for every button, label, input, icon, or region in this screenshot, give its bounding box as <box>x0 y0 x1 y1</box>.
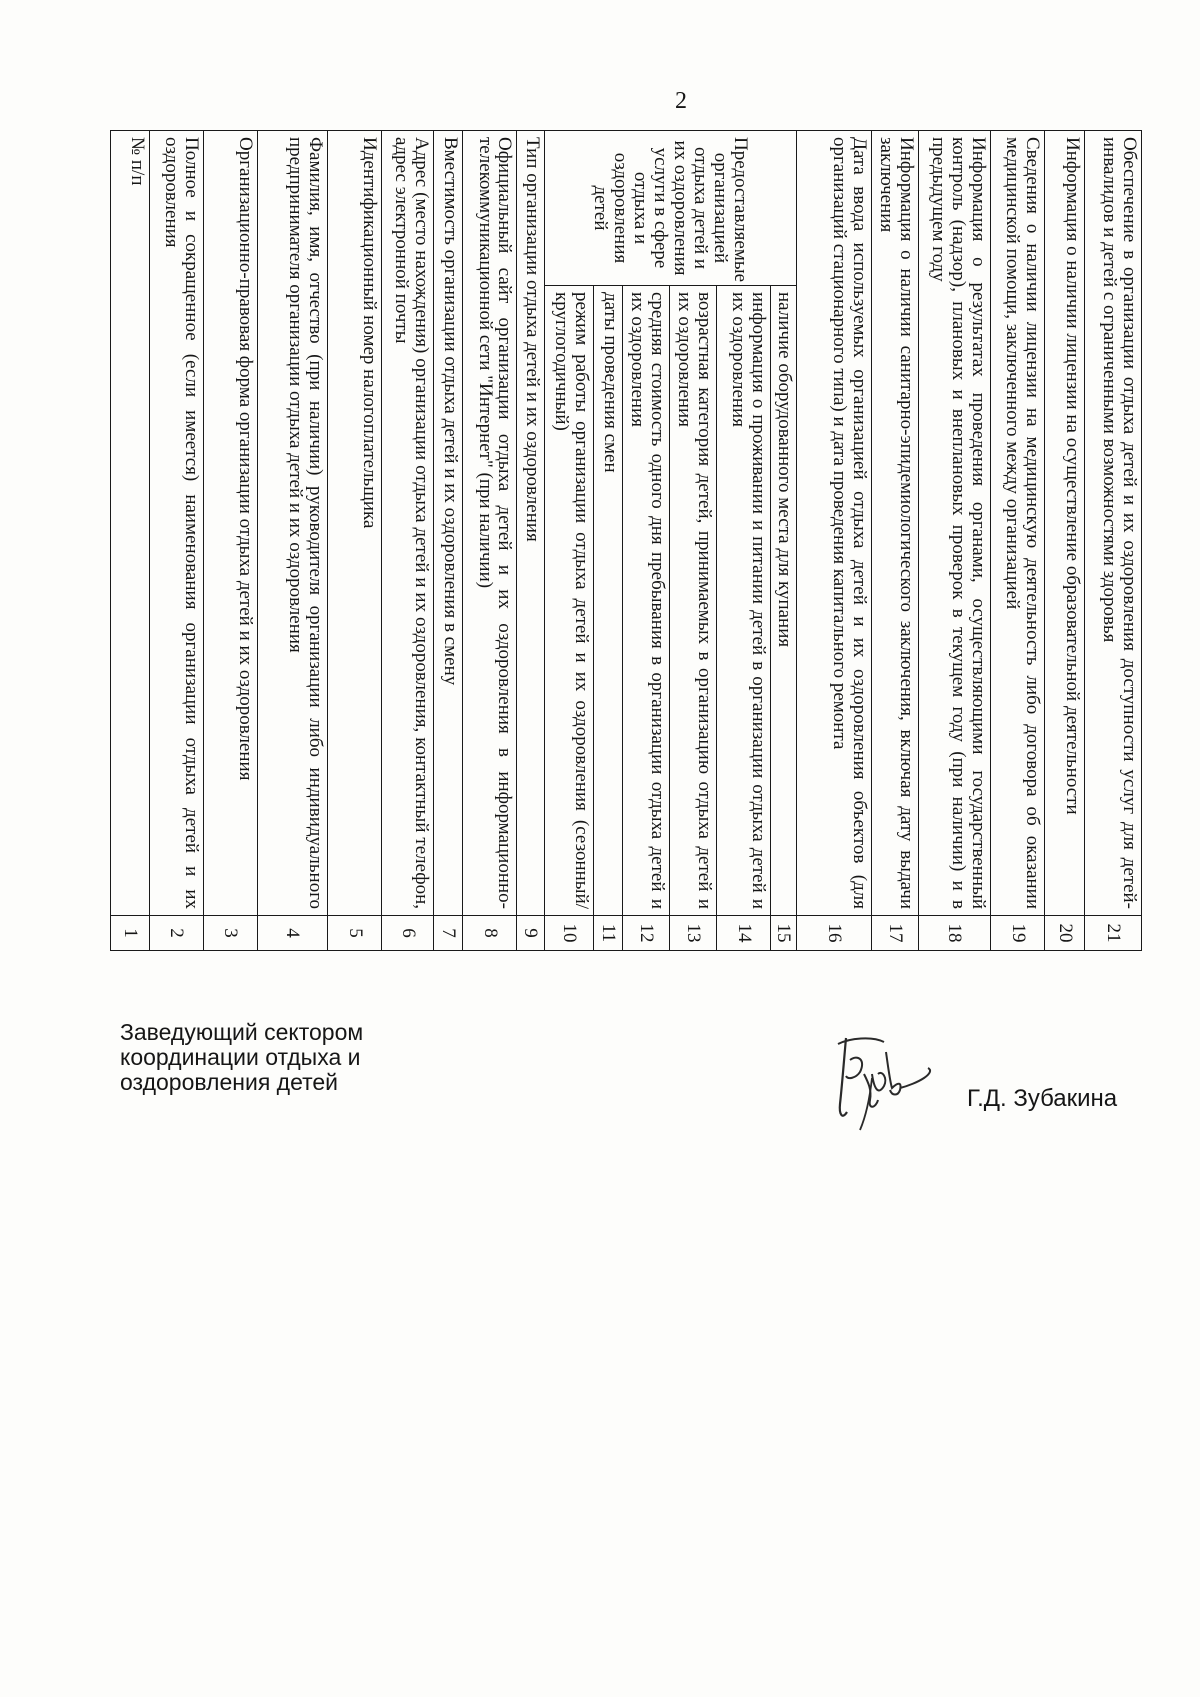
table-row <box>382 131 434 951</box>
row-1-text: Обеспечение в организации отдыха детей и их оздоровления доступности услуг для детей-инвалидов и детей с ограниченными возможностями здоровья <box>1084 131 1141 916</box>
row-12-num: 10 <box>544 916 594 951</box>
row-7-text: наличие оборудованного места для купания <box>771 286 797 916</box>
table-row <box>517 131 544 951</box>
table-row <box>871 131 918 951</box>
row-17-num: 5 <box>328 916 382 951</box>
row-11-num: 11 <box>594 916 623 951</box>
page-number: 2 <box>675 88 687 114</box>
position-line-1: Заведующий сектором <box>120 1019 364 1045</box>
row-14-num: 8 <box>463 916 517 951</box>
row-12-text: режим работы организации отдыха детей и их оздоровления (сезонный/круглогодичный) <box>544 286 594 916</box>
row-8-text: информация о проживании и питании детей в организации отдыха детей и их оздоровления <box>717 286 771 916</box>
row-18-num: 4 <box>257 916 328 951</box>
row-20-num: 2 <box>149 916 203 951</box>
table-row <box>991 131 1045 951</box>
row-14-text: Официальный сайт организации отдыха детей и их оздоровления в информационно-телекоммуникационной сети "Интернет" (при наличии) <box>463 131 517 916</box>
row-16-num: 6 <box>382 916 434 951</box>
handwritten-signature <box>820 1030 950 1160</box>
row-6-num: 16 <box>796 916 871 951</box>
table-row <box>328 131 382 951</box>
signatory-position <box>120 1020 460 1094</box>
row-7-num: 15 <box>771 916 797 951</box>
table-row <box>111 131 150 951</box>
row-6-text: Дата ввода используемых организацией отдыха детей и их оздоровления объектов (для организаций стационарного типа) и дата проведения капитального ремонта <box>796 131 871 916</box>
table-row <box>1045 131 1084 951</box>
position-line-3: оздоровления детей <box>120 1068 339 1095</box>
signer-name: Г.Д. Зубакина <box>967 1085 1118 1112</box>
table-row <box>434 131 463 951</box>
row-2-num: 20 <box>1045 916 1084 951</box>
row-8-num: 14 <box>717 916 771 951</box>
row-15-text: Вместимость организации отдыха детей и их оздоровления в смену <box>434 131 463 916</box>
row-5-text: Информация о наличии санитарно-эпидемиологического заключения, включая дату выдачи заключения <box>871 131 918 916</box>
row-21-text: № п/п <box>111 131 150 916</box>
row-17-text: Идентификационный номер налогоплательщика <box>328 131 382 916</box>
rotated-table-wrapper <box>110 100 1142 980</box>
row-10-num: 12 <box>623 916 670 951</box>
row-9-num: 13 <box>670 916 717 951</box>
table-row <box>203 131 257 951</box>
table-row <box>918 131 991 951</box>
row-3-text: Сведения о наличии лицензии на медицинскую деятельность либо договора об оказании медицинской помощи, заключенного между организацией <box>991 131 1045 916</box>
row-3-num: 19 <box>991 916 1045 951</box>
row-19-text: Организационно-правовая форма организации отдыха детей и их оздоровления <box>203 131 257 916</box>
row-4-text: Информация о результатах проведения органами, осуществляющими государственный контроль (надзор), плановых и внеплановых проверок в текущем году (при наличии) и в предыдущем году <box>918 131 991 916</box>
row-11-text: даты проведения смен <box>594 286 623 916</box>
row-18-text: Фамилия, имя, отчество (при наличии) руководителя организации либо индивидуального предпринимателя организации отдыха детей и их оздоровления <box>257 131 328 916</box>
row-19-num: 3 <box>203 916 257 951</box>
row-2-text: Информация о наличии лицензии на осуществление образовательной деятельности <box>1045 131 1084 916</box>
services-group-label: Предоставляемые организацией отдыха детей и их оздоровления услуги в сфере отдыха и оздоровления детей <box>544 131 796 286</box>
table-row <box>149 131 203 951</box>
position-line-2: координации отдыха и <box>120 1043 361 1070</box>
table-row <box>463 131 517 951</box>
table-row <box>771 131 797 951</box>
row-16-text: Адрес (место нахождения) организации отдыха детей и их оздоровления, контактный телефон, адрес электронной почты <box>382 131 434 916</box>
row-10-text: средняя стоимость одного дня пребывания в организации отдыха детей и их оздоровления <box>623 286 670 916</box>
row-5-num: 17 <box>871 916 918 951</box>
row-4-num: 18 <box>918 916 991 951</box>
table-row <box>257 131 328 951</box>
row-13-text: Тип организации отдыха детей и их оздоровления <box>517 131 544 916</box>
row-21-num: 1 <box>111 916 150 951</box>
row-9-text: возрастная категория детей, принимаемых в организацию отдыха детей и их оздоровления <box>670 286 717 916</box>
row-13-num: 9 <box>517 916 544 951</box>
table-row <box>796 131 871 951</box>
row-1-num: 21 <box>1084 916 1141 951</box>
table-row <box>1084 131 1141 951</box>
columns-header-table <box>110 130 1142 951</box>
row-20-text: Полное и сокращенное (если имеется) наименования организации отдыха детей и их оздоровления <box>149 131 203 916</box>
row-15-num: 7 <box>434 916 463 951</box>
rotated-table <box>110 130 1142 950</box>
